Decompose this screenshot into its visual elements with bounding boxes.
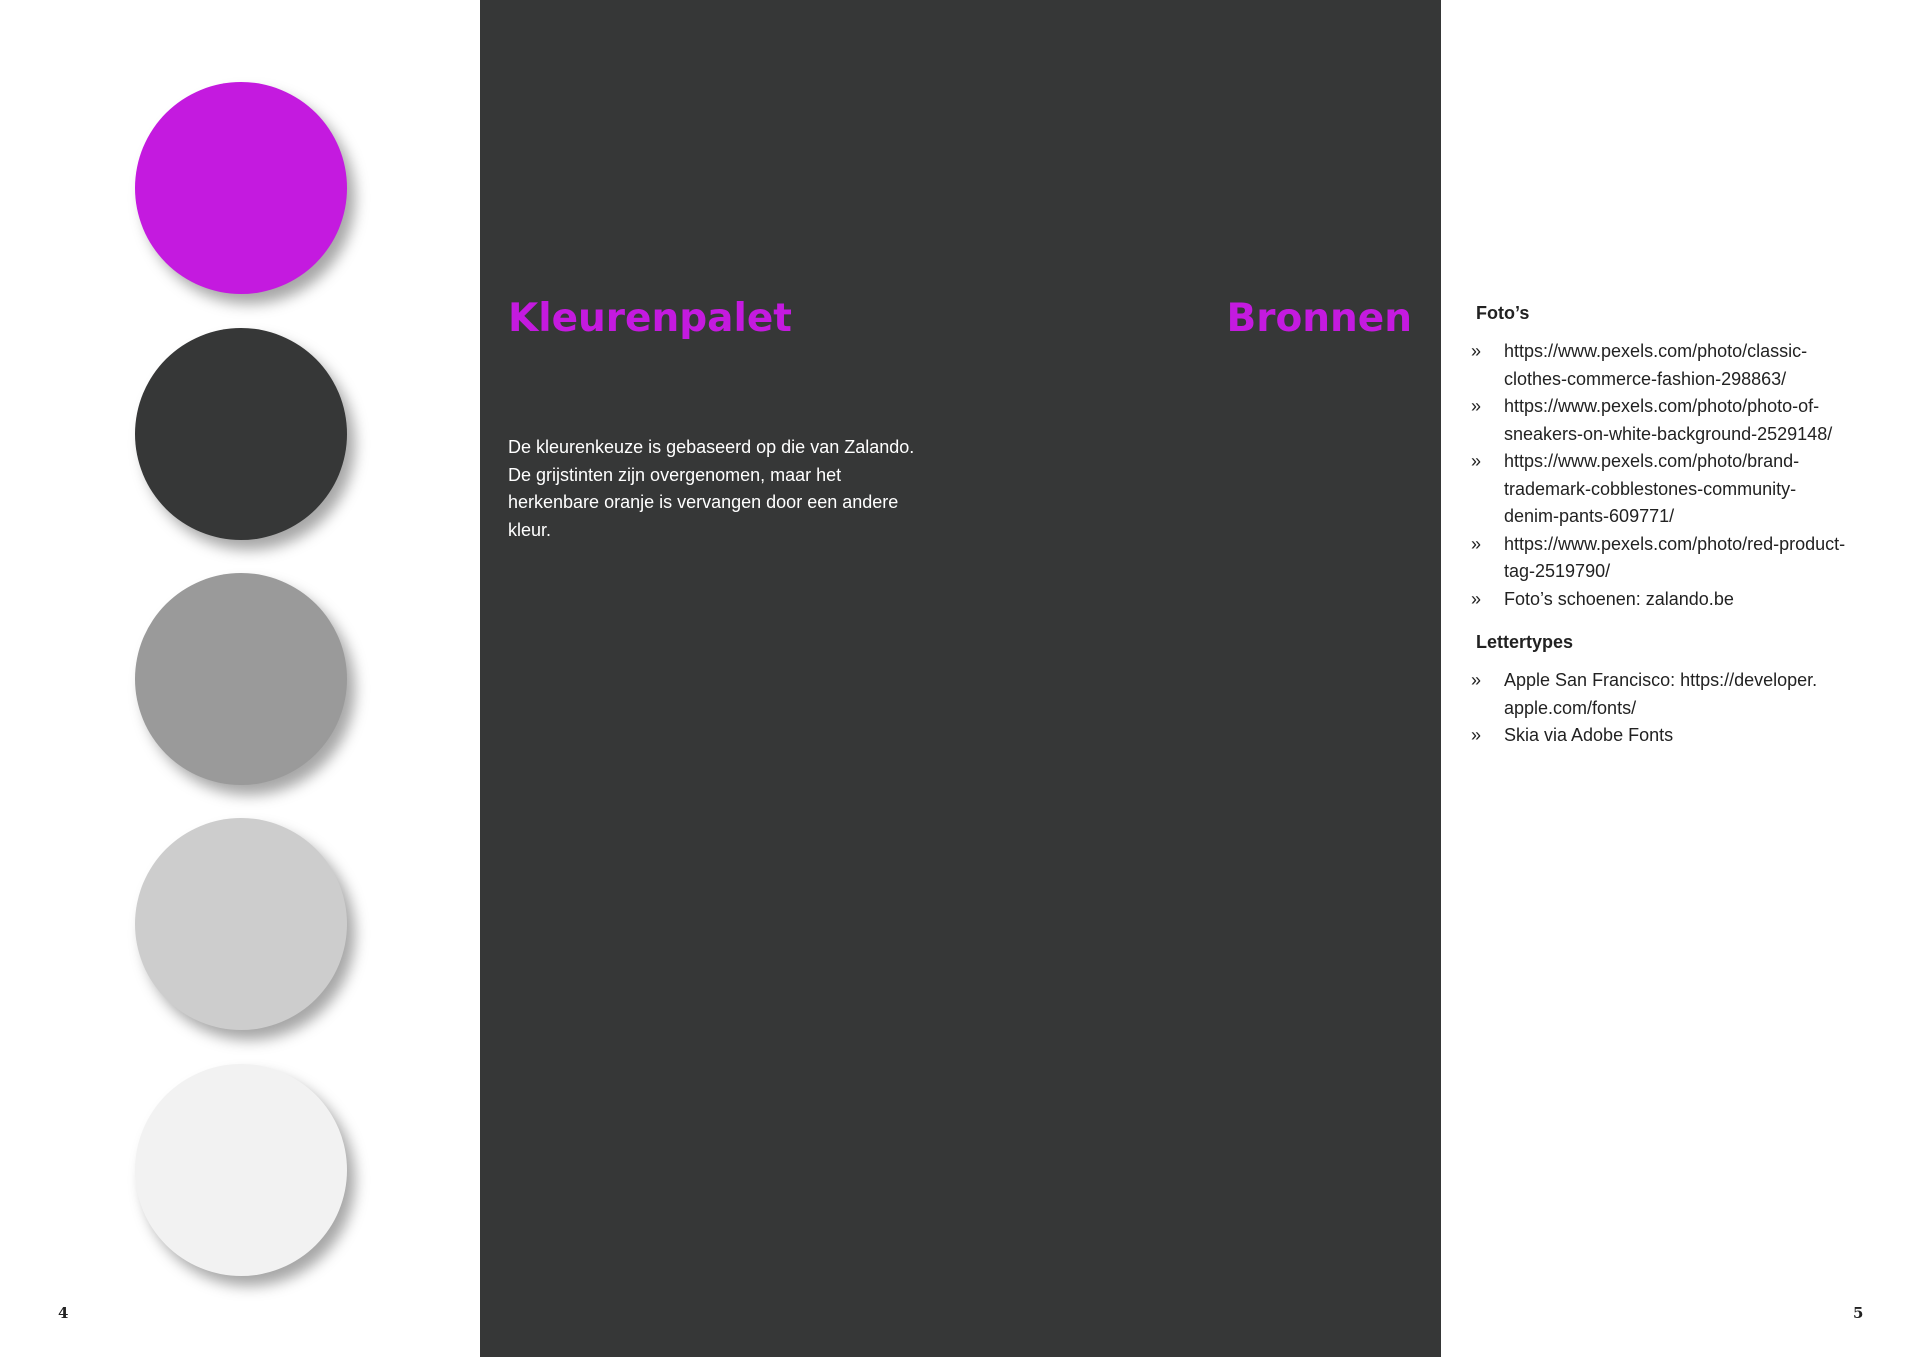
swatch-light-grey xyxy=(135,818,347,1030)
palette-title: Kleurenpalet xyxy=(508,296,792,341)
bullet-icon: » xyxy=(1471,588,1482,609)
list-item-text: https://www.pexels.com/photo/red-product- xyxy=(1504,533,1846,554)
list-item xyxy=(1471,338,1871,393)
list-item-text: trademark-cobblestones-community- xyxy=(1504,478,1797,499)
swatch-off-white xyxy=(135,1064,347,1276)
list-item-text: Foto’s schoenen: zalando.be xyxy=(1504,588,1734,609)
palette-column xyxy=(0,0,480,1357)
list-item xyxy=(1471,667,1871,722)
list-item xyxy=(1471,586,1871,614)
list-item-text: sneakers-on-white-background-2529148/ xyxy=(1504,423,1833,444)
page-number-left: 4 xyxy=(58,1304,69,1322)
swatch-mid-grey xyxy=(135,573,347,785)
list-item-text: clothes-commerce-fashion-298863/ xyxy=(1504,368,1787,389)
bullet-icon: » xyxy=(1471,670,1482,690)
list-item-text: Skia via Adobe Fonts xyxy=(1504,725,1674,745)
list-item xyxy=(1471,722,1871,750)
list-item-text: denim-pants-609771/ xyxy=(1504,506,1675,526)
sources-title: Bronnen xyxy=(1226,296,1412,341)
fonts-heading: Lettertypes xyxy=(1476,632,1574,652)
dark-panel xyxy=(480,0,1441,1357)
bullet-icon: » xyxy=(1471,341,1482,361)
page-number-right: 5 xyxy=(1853,1304,1864,1322)
photos-list xyxy=(1471,338,1871,613)
photos-heading: Foto’s xyxy=(1476,303,1530,323)
list-item-text: https://www.pexels.com/photo/classic- xyxy=(1504,341,1808,361)
list-item xyxy=(1471,531,1871,586)
list-item-text: https://www.pexels.com/photo/brand- xyxy=(1504,451,1800,471)
bullet-icon: » xyxy=(1471,725,1482,745)
palette-intro: De kleurenkeuze is gebaseerd op die van Zalando. De grijstinten zijn overgenomen, maar het herkenbare oranje is vervangen door een andere kleur. xyxy=(508,437,915,540)
list-item-text: Apple San Francisco: https://developer. xyxy=(1504,670,1818,690)
list-item xyxy=(1471,393,1871,448)
bullet-icon: » xyxy=(1471,451,1482,471)
fonts-list xyxy=(1471,667,1871,750)
list-item-text: tag-2519790/ xyxy=(1504,561,1611,581)
bullet-icon: » xyxy=(1471,396,1482,416)
list-item xyxy=(1471,448,1871,531)
list-item-text: apple.com/fonts/ xyxy=(1504,697,1637,718)
list-item-text: https://www.pexels.com/photo/photo-of- xyxy=(1504,396,1820,416)
swatch-purple xyxy=(135,82,347,294)
bullet-icon: » xyxy=(1471,533,1482,554)
swatch-dark-grey xyxy=(135,328,347,540)
